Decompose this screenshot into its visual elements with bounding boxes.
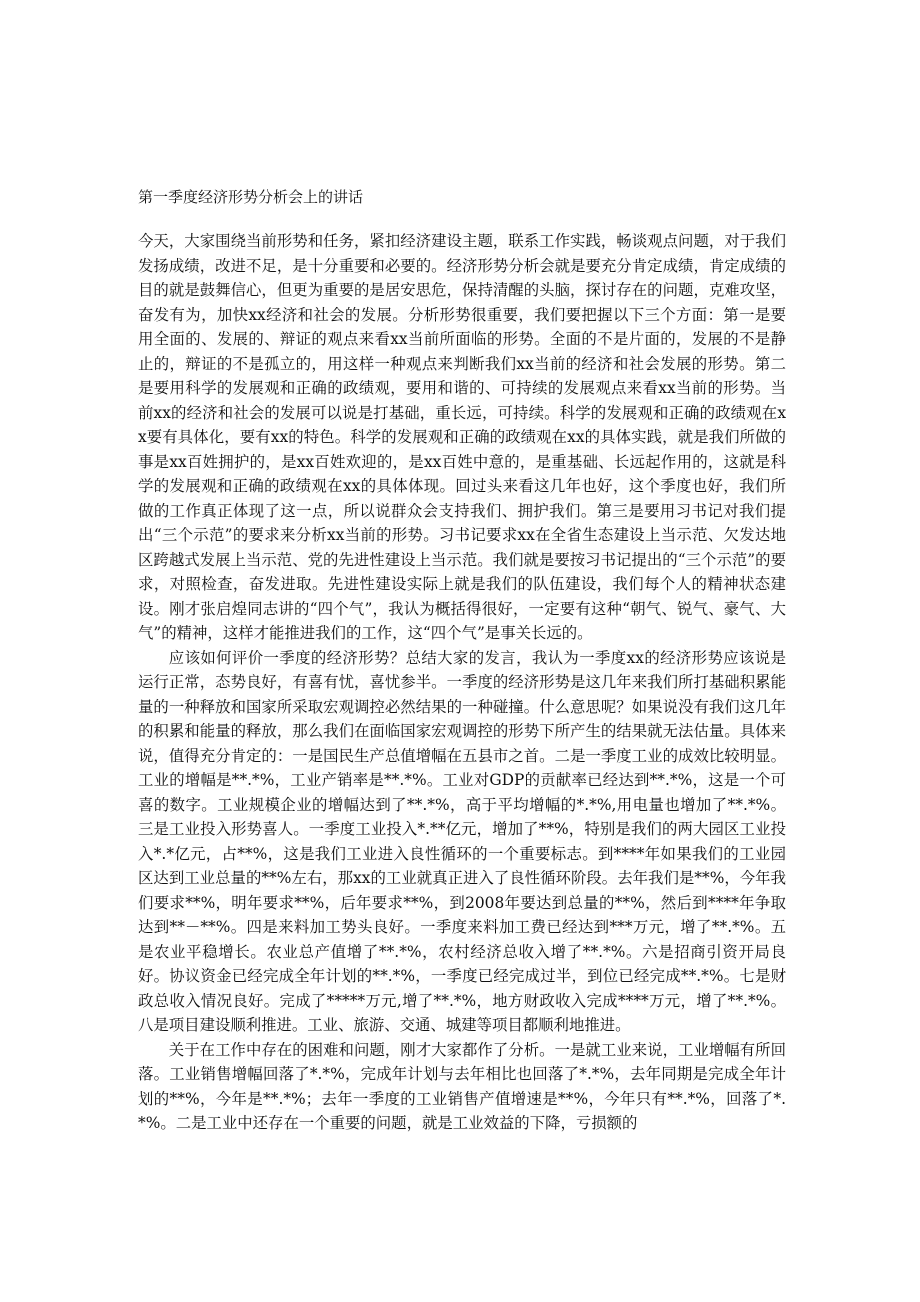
paragraph-3: 关于在工作中存在的困难和问题，刚才大家都作了分析。一是就工业来说，工业增幅有所回落。工业销售增幅回落了*.*%，完成年计划与去年相比也回落了*.*%，去年同期是完成全年计划的**%，今年是**.*%；去年一季度的工业销售产值增速是**%，今年只有**.*%，回落了*.*%。二是工业中还存在一个重要的问题，就是工业效益的下降，亏损额的 — [138, 1040, 786, 1132]
document-title: 第一季度经济形势分析会上的讲话 — [138, 188, 364, 206]
paragraph-2: 应该如何评价一季度的经济形势？总结大家的发言，我认为一季度xx的经济形势应该说是运行正常，态势良好，有喜有忧，喜忧参半。一季度的经济形势是这几年来我们所打基础积累能量的一种释放和国家所采取宏观调控必然结果的一种碰撞。什么意思呢？如果说没有我们这几年的积累和能量的释放，那么我们在面临国家宏观调控的形势下所产生的结果就无法估量。具体来说，值得充分肯定的：一是国民生产总值增幅在五县市之首。二是一季度工业的成效比较明显。工业的增幅是**.*%，工业产销率是**.*%。工业对GDP的贡献率已经达到**.*%，这是一个可喜的数字。工业规模企业的增幅达到了**.*%，高于平均增幅的*.*%,用电量也增加了**.*%。三是工业投入形势喜人。一季度工业投入*.**亿元，增加了**%，特别是我们的两大园区工业投入*.*亿元，占**%，这是我们工业进入良性循环的一个重要标志。到****年如果我们的工业园区达到工业总量的**%左右，那xx的工业就真正进入了良性循环阶段。去年我们是**%，今年我们要求**%，明年要求**%，后年要求**%，到2008年要达到总量的**%，然后到****年争取达到**－**%。四是来料加工势头良好。一季度来料加工费已经达到***万元，增了**.*%。五是农业平稳增长。农业总产值增了**.*%，农村经济总收入增了**.*%。六是招商引资开局良好。协议资金已经完成全年计划的**.*%，一季度已经完成过半，到位已经完成**.*%。七是财政总收入情况良好。完成了*****万元,增了**.*%，地方财政收入完成****万元，增了**.*%。八是项目建设顺利推进。工业、旅游、交通、城建等项目都顺利地推进。 — [138, 648, 786, 1034]
document-page — [138, 0, 786, 1302]
paragraph-1: 今天，大家围绕当前形势和任务，紧扣经济建设主题，联系工作实践，畅谈观点问题，对于我们发扬成绩，改进不足，是十分重要和必要的。经济形势分析会就是要充分肯定成绩，肯定成绩的目的就是鼓舞信心，但更为重要的是居安思危，保持清醒的头脑，探讨存在的问题，克难攻坚，奋发有为，加快xx经济和社会的发展。分析形势很重要，我们要把握以下三个方面：第一是要用全面的、发展的、辩证的观点来看xx当前所面临的形势。全面的不是片面的，发展的不是静止的，辩证的不是孤立的，用这样一种观点来判断我们xx当前的经济和社会发展的形势。第二是要用科学的发展观和正确的政绩观，要用和谐的、可持续的发展观点来看xx当前的形势。当前xx的经济和社会的发展可以说是打基础，重长远，可持续。科学的发展观和正确的政绩观在xx要有具体化，要有xx的特色。科学的发展观和正确的政绩观在xx的具体实践，就是我们所做的事是xx百姓拥护的，是xx百姓欢迎的，是xx百姓中意的，是重基础、长远起作用的，这就是科学的发展观和正确的政绩观在xx的具体体现。回过头来看这几年也好，这个季度也好，我们所做的工作真正体现了这一点，所以说群众会支持我们、拥护我们。第三是要用习书记对我们提出“三个示范”的要求来分析xx当前的形势。习书记要求xx在全省生态建设上当示范、欠发达地区跨越式发展上当示范、党的先进性建设上当示范。我们就是要按习书记提出的“三个示范”的要求，对照检查，奋发进取。先进性建设实际上就是我们的队伍建设，我们每个人的精神状态建设。刚才张启煌同志讲的“四个气”，我认为概括得很好，一定要有这种“朝气、锐气、豪气、大气”的精神，这样才能推进我们的工作，这“四个气”是事关长远的。 — [138, 232, 786, 642]
document-body — [138, 229, 786, 1136]
